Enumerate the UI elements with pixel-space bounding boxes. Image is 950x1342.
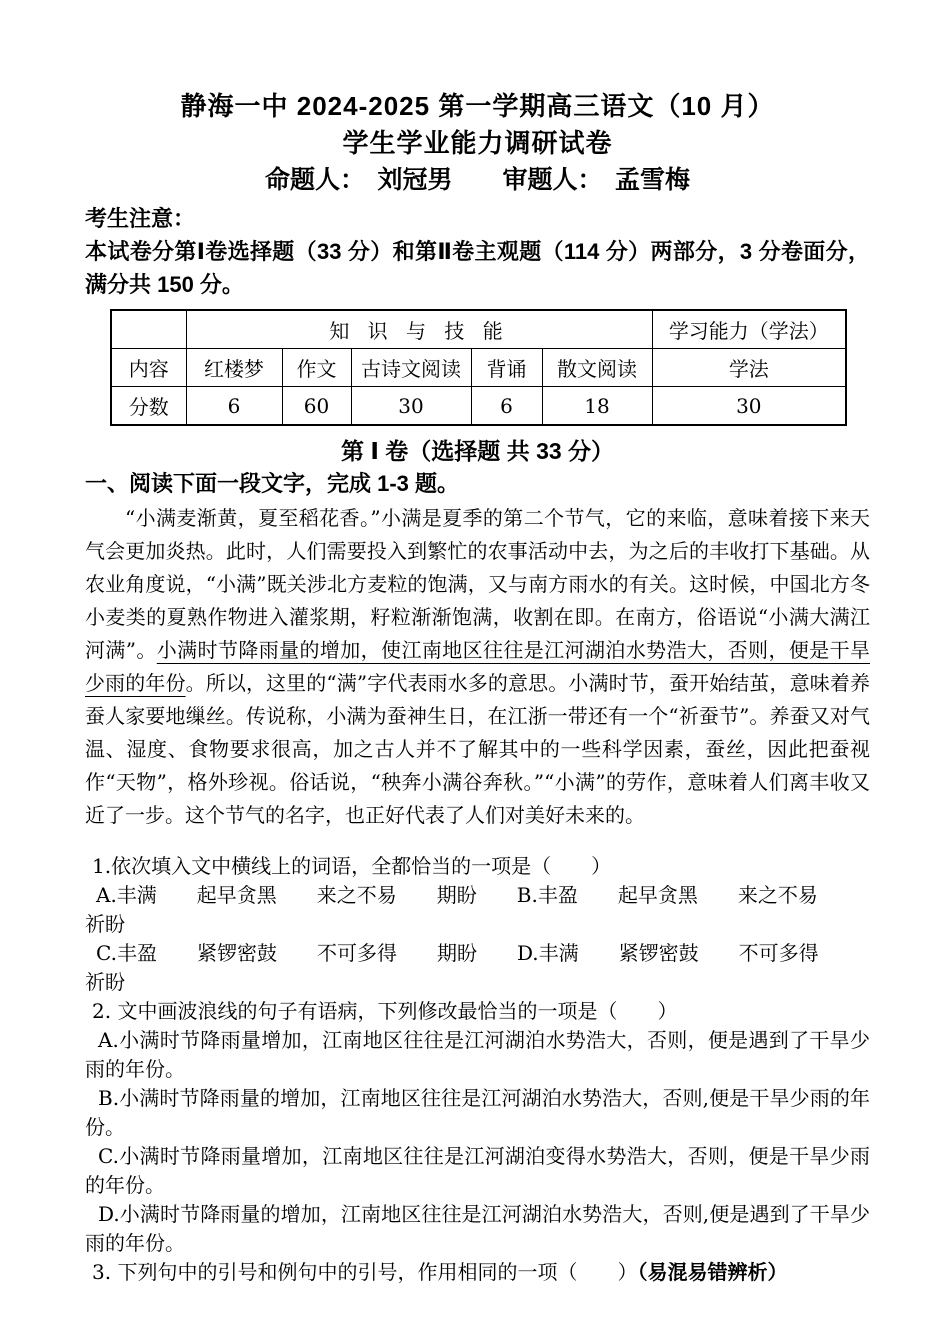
- score-table-score-row: [111, 387, 846, 426]
- exam-title-line2: 学生学业能力调研试卷: [342, 128, 613, 158]
- score-table-cell: 6: [471, 387, 542, 426]
- score-table-knowledge-header: 知 识 与 技 能: [186, 310, 652, 349]
- score-table-corner-cell: [111, 310, 186, 349]
- questions-block: [85, 852, 870, 1288]
- reading-passage: [85, 502, 870, 832]
- score-table-cell: 30: [652, 387, 846, 426]
- question-1-options-cd: C.丰盈 紧锣密鼓 不可多得 期盼 D.丰满 紧锣密鼓 不可多得: [96, 941, 819, 965]
- question-2-option-d: D.小满时节降雨量的增加，江南地区往往是江河湖泊水势浩大，否则,便是遇到了干旱少雨的年份。: [85, 1202, 870, 1255]
- notice-text: 本试卷分第Ⅰ卷选择题（33 分）和第Ⅱ卷主观题（114 分）两部分，3 分卷面分，满分共 150 分。: [85, 239, 870, 297]
- score-table-header-row: [111, 310, 846, 349]
- score-table-content-label: 内容: [111, 349, 186, 387]
- part-one-heading: 第 Ⅰ 卷（选择题 共 33 分）: [340, 438, 615, 464]
- score-table-cell: 学法: [652, 349, 846, 387]
- question-2-stem: 2. 文中画波浪线的句子有语病，下列修改最恰当的一项是（ ）: [92, 999, 678, 1023]
- question-1-options-ab-wrap: 祈盼: [85, 912, 125, 936]
- score-table-cell: 60: [282, 387, 351, 426]
- score-table-cell: 作文: [282, 349, 351, 387]
- question-2-option-c: C.小满时节降雨量增加，江南地区往往是江河湖泊变得水势浩大，否则，便是干旱少雨的年份。: [85, 1144, 870, 1197]
- score-table-score-label: 分数: [111, 387, 186, 426]
- score-table-content-row: [111, 349, 846, 387]
- question-1-options-cd-wrap: 祈盼: [85, 970, 125, 994]
- score-table: [110, 309, 847, 426]
- score-table-cell: 背诵: [471, 349, 542, 387]
- question-2-option-a: A.小满时节降雨量增加，江南地区往往是江河湖泊水势浩大，否则，便是遇到了干旱少雨的年份。: [85, 1028, 870, 1081]
- exam-byline: 命题人： 刘冠男 审题人： 孟雪梅: [264, 166, 690, 194]
- passage-part2: 。所以，这里的“满”字代表雨水多的意思。小满时节，蚕开始结茧，意味着养蚕人家要地缫丝。传说称，小满为蚕神生日，在江浙一带还有一个“祈蚕节”。养蚕又对气温、湿度、食物要求很高，加之古人并不了解其中的一些科学因素，蚕丝，因此把蚕视作“天物”，格外珍视。俗话说，“秧奔小满谷奔秋。”“小满”的劳作，意味着人们离丰收又近了一步。这个节气的名字，也正好代表了人们对美好未来的。: [85, 671, 871, 827]
- score-table-cell: 散文阅读: [542, 349, 652, 387]
- question-3-stem-emphasis: （易混易错辨析）: [637, 1262, 788, 1284]
- score-table-cell: 6: [186, 387, 282, 426]
- score-table-cell: 红楼梦: [186, 349, 282, 387]
- score-table-cell: 30: [351, 387, 471, 426]
- notice-label: 考生注意：: [85, 206, 196, 231]
- score-table-cell: 18: [542, 387, 652, 426]
- question-1-stem: 1.依次填入文中横线上的词语，全都恰当的一项是（ ）: [92, 854, 612, 878]
- score-table-cell: 古诗文阅读: [351, 349, 471, 387]
- passage-underlined-sentence: 小满时节降雨量的增加，使江南地区往往是江河湖泊水势浩大，否则，便是干旱少雨的年份: [85, 638, 870, 695]
- question-3-stem-text: 3. 下列句中的引号和例句中的引号，作用相同的一项（ ）: [92, 1260, 638, 1284]
- question-3-stem: [85, 1258, 870, 1288]
- score-table-ability-header: 学习能力（学法）: [652, 310, 846, 349]
- question-1-options-ab: A.丰满 起早贪黑 来之不易 期盼 B.丰盈 起早贪黑 来之不易: [96, 883, 818, 907]
- question-2-option-b: B.小满时节降雨量的增加，江南地区往往是江河湖泊水势浩大，否则,便是干旱少雨的年份。: [85, 1086, 870, 1139]
- exam-title-line1: 静海一中 2024-2025 第一学期高三语文（10 月）: [180, 91, 775, 121]
- section-one-instruction: 一、阅读下面一段文字，完成 1-3 题。: [85, 471, 460, 496]
- passage-part1: “小满麦渐黄，夏至稻花香。”小满是夏季的第二个节气，它的来临，意味着接下来天气会更加炎热。此时，人们需要投入到繁忙的农事活动中去，为之后的丰收打下基础。从农业角度说，“小满”既关涉北方麦粒的饱满，又与南方雨水的有关。这时候，中国北方冬小麦类的夏熟作物进入灌浆期，籽粒渐渐饱满，收割在即。在南方，俗语说“小满大满江河满”。: [85, 506, 870, 662]
